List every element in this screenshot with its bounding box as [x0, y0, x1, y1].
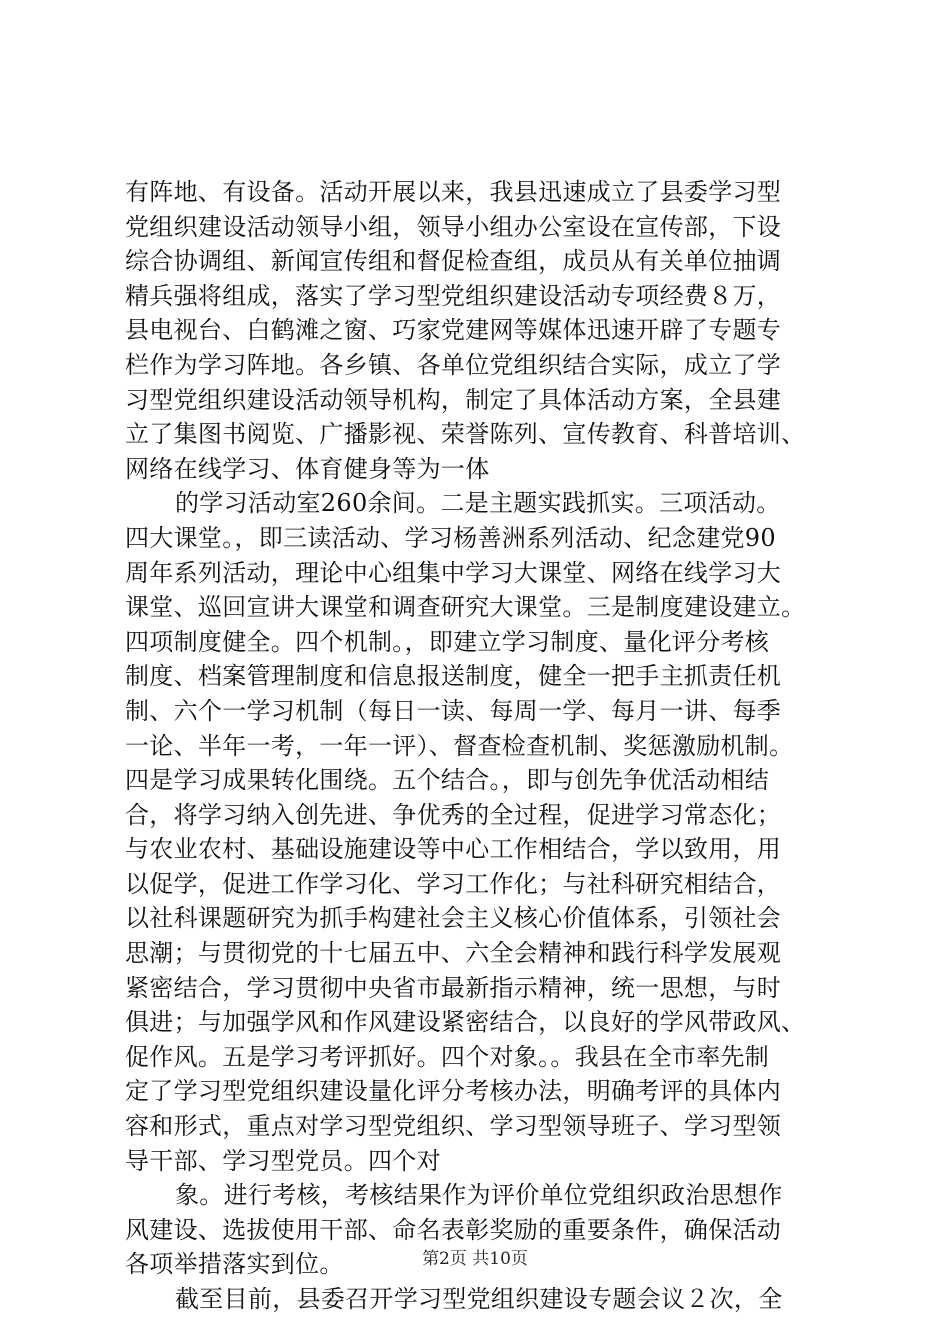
text-line: 以促学，促进工作学习化、学习工作化；与社科研究相结合， — [125, 869, 782, 898]
text-line: 合，将学习纳入创先进、争优秀的全过程，促进学习常态化； — [125, 800, 782, 829]
text-line: 课堂、巡回宣讲大课堂和调查研究大课堂。三是制度建设建立。 — [125, 593, 806, 622]
text-line: 各项举措落实到位。 — [125, 1250, 344, 1279]
text-line: 容和形式，重点对学习型党组织、学习型领导班子、学习型领 — [125, 1112, 782, 1141]
text-line: 紧密结合，学习贯彻中央省市最新指示精神，统一思想，与时 — [125, 973, 782, 1002]
text-line: 促作风。五是学习考评抓好。四个对象。。我县在全市率先制 — [125, 1042, 770, 1071]
text-line: 风建设、选拔使用干部、命名表彰奖励的重要条件，确保活动 — [125, 1215, 782, 1244]
page-number: 第2页 共10页 — [422, 1249, 528, 1269]
text-line: 党组织建设活动领导小组，领导小组办公室设在宣传部，下设 — [125, 212, 782, 241]
text-line: 习型党组织建设活动领导机构，制定了具体活动方案，全县建 — [125, 385, 782, 414]
text-line: 思潮；与贯彻党的十七届五中、六全会精神和践行科学发展观 — [125, 939, 782, 968]
text-line: 栏作为学习阵地。各乡镇、各单位党组织结合实际，成立了学 — [125, 350, 782, 379]
text-line: 俱进；与加强学风和作风建设紧密结合，以良好的学风带政风、 — [125, 1008, 806, 1037]
text-line: 导干部、学习型党员。四个对 — [125, 1146, 441, 1175]
text-line: 象。进行考核，考核结果作为评价单位党组织政治思想作 — [175, 1181, 783, 1210]
text-line: 综合协调组、新闻宣传组和督促检查组，成员从有关单位抽调 — [125, 247, 782, 276]
text-line: 立了集图书阅览、广播影视、荣誉陈列、宣传教育、科普培训、 — [125, 420, 806, 449]
text-line: 周年系列活动，理论中心组集中学习大课堂、网络在线学习大 — [125, 558, 782, 587]
text-line: 的学习活动室260余间。二是主题实践抓实。三项活动。 — [175, 489, 781, 518]
text-line: 截至目前，县委召开学习型党组织建设专题会议２次，全 — [175, 1285, 783, 1313]
text-line: 一论、半年一考，一年一评）、督查检查机制、奖惩激励机制。 — [125, 731, 794, 760]
document-body — [125, 175, 830, 1317]
text-line: 县电视台、白鹤滩之窗、巧家党建网等媒体迅速开辟了专题专 — [125, 316, 782, 345]
text-line: 与农业农村、基础设施建设等中心工作相结合，学以致用，用 — [125, 835, 782, 864]
text-line: 四是学习成果转化围绕。五个结合。，即与创先争优活动相结 — [125, 766, 770, 795]
page-footer — [0, 1244, 950, 1269]
text-line: 网络在线学习、体育健身等为一体 — [125, 454, 490, 483]
text-line: 制度、档案管理制度和信息报送制度，健全一把手主抓责任机 — [125, 662, 782, 691]
text-line: 四大课堂。，即三读活动、学习杨善洲系列活动、纪念建党90 — [125, 523, 776, 552]
text-line: 四项制度健全。四个机制。，即建立学习制度、量化评分考核 — [125, 627, 770, 656]
text-line: 制、六个一学习机制（每日一读、每周一学、每月一讲、每季 — [125, 696, 782, 725]
text-line: 以社科课题研究为抓手构建社会主义核心价值体系，引领社会 — [125, 904, 782, 933]
text-line: 定了学习型党组织建设量化评分考核办法，明确考评的具体内 — [125, 1077, 782, 1106]
text-line: 精兵强将组成，落实了学习型党组织建设活动专项经费８万， — [125, 281, 782, 310]
text-line: 有阵地、有设备。活动开展以来，我县迅速成立了县委学习型 — [125, 178, 782, 206]
